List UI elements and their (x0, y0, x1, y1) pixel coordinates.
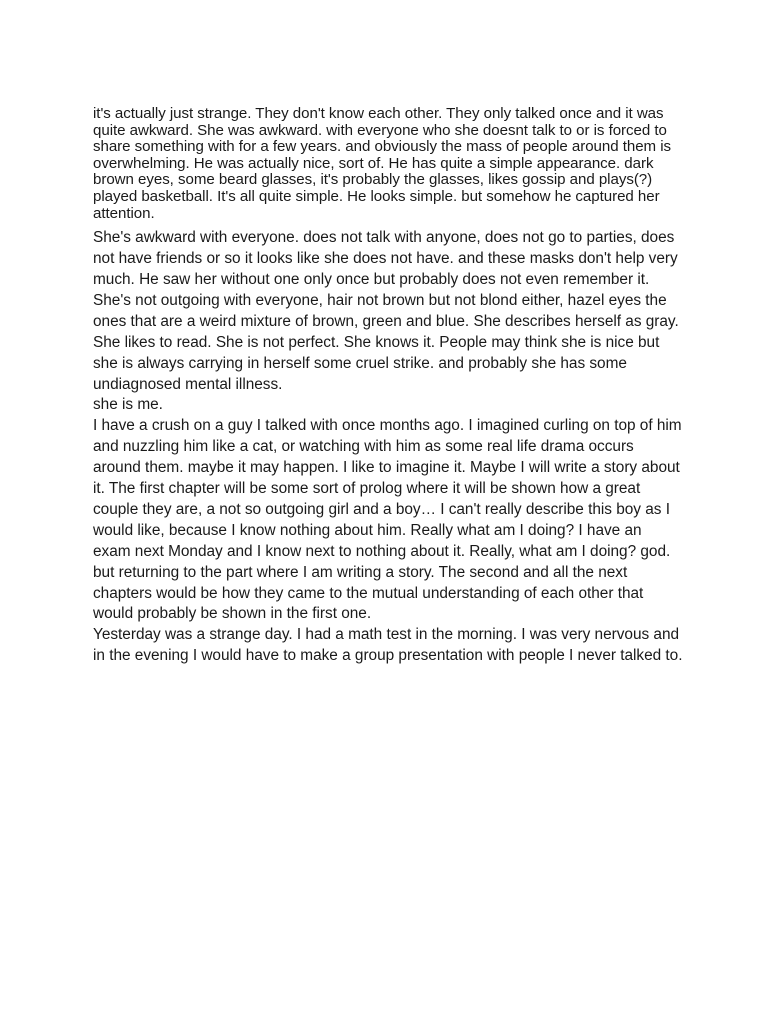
paragraph-1: it's actually just strange. They don't know each other. They only talked once and it was quite awkward. She was awkward. with everyone who she doesnt talk to or is forced to share something with for a few years. and obviously the mass of people around them is overwhelming. He was actually nice, sort of. He has quite a simple appearance. dark brown eyes, some beard glasses, it's probably the glasses, likes gossip and plays(?) played basketball. It's all quite simple. He looks simple. but somehow he captured her attention. (93, 105, 672, 222)
document-text (93, 106, 683, 667)
paragraph-5: Yesterday was a strange day. I had a math test in the morning. I was very nervous and in the evening I would have to make a group presentation with people I never talked to. (93, 626, 683, 665)
paragraph-3: she is me. (93, 396, 163, 414)
paragraph-2: She's awkward with everyone. does not talk with anyone, does not go to parties, does not have friends or so it looks like she does not have. and these masks don't help very much. He saw her without one only once but probably does not even remember it. She's not outgoing with everyone, hair not brown but not blond either, hazel eyes the ones that are a weird mixture of brown, green and blue. She describes herself as gray. She likes to read. She is not perfect. She knows it. People may think she is nice but she is always carrying in herself some cruel strike. and probably she has some undiagnosed mental illness. (93, 229, 679, 393)
paragraph-4: I have a crush on a guy I talked with once months ago. I imagined curling on top of him and nuzzling him like a cat, or watching with him as some real life drama occurs around them. maybe it may happen. I like to imagine it. Maybe I will write a story about it. The first chapter will be some sort of prolog where it will be shown how a great couple they are, a not so outgoing girl and a boy… I can't really describe this boy as I would like, because I know nothing about him. Really what am I doing? I have an exam next Monday and I know next to nothing about it. Really, what am I doing? god. but returning to the part where I am writing a story. The second and all the next chapters would be how they came to the mutual understanding of each other that would probably be shown in the first one. (93, 417, 682, 623)
